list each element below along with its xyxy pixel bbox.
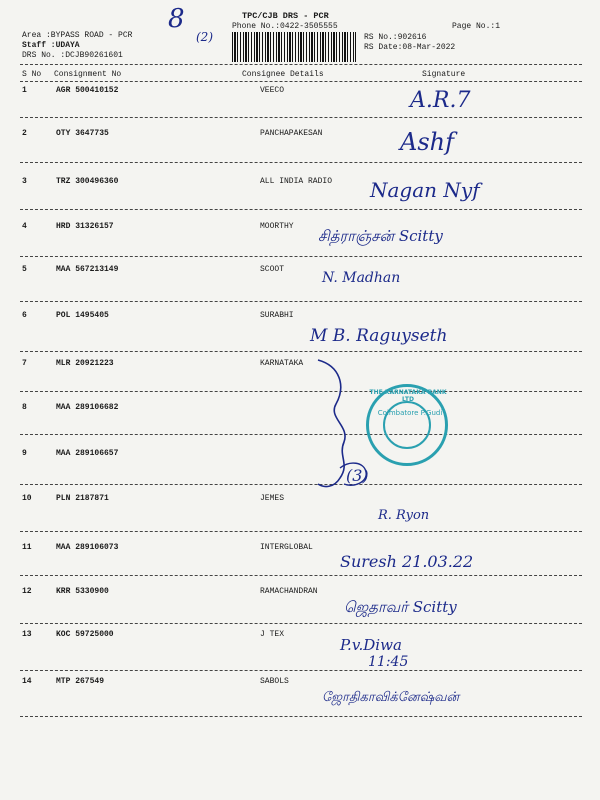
- row-consignment: PLN 2187871: [56, 494, 109, 503]
- row-signature: P.v.Diwa: [340, 636, 402, 654]
- row-consignee: SABOLS: [260, 677, 289, 686]
- extra-signature-time: 11:45: [368, 654, 409, 670]
- staff-label: Staff :UDAYA: [22, 41, 80, 50]
- row-consignee: PANCHAPAKESAN: [260, 129, 323, 138]
- row-sno: 7: [22, 359, 27, 368]
- col-header-signature: Signature: [422, 70, 466, 79]
- row-consignment: KRR 5330900: [56, 587, 109, 596]
- row-divider: [20, 484, 582, 485]
- row-consignment: MTP 267549: [56, 677, 105, 686]
- row-divider: [20, 391, 582, 392]
- row-divider: [20, 351, 582, 352]
- row-signature: (3): [346, 466, 369, 485]
- handwritten-mark: 8: [168, 4, 185, 34]
- row-consignment: MLR 20921223: [56, 359, 114, 368]
- rs-number: RS No.:902616: [364, 33, 427, 42]
- row-consignee: RAMACHANDRAN: [260, 587, 318, 596]
- row-divider: [20, 623, 582, 624]
- page-number: Page No.:1: [452, 22, 501, 31]
- row-divider: [20, 162, 582, 163]
- rs-date: RS Date:08-Mar-2022: [364, 43, 456, 52]
- row-sno: 5: [22, 265, 27, 274]
- row-consignment: HRD 31326157: [56, 222, 114, 231]
- row-consignment: MAA 289106682: [56, 403, 119, 412]
- handwritten-sub: (2): [196, 30, 213, 44]
- row-consignee: INTERGLOBAL: [260, 543, 313, 552]
- col-header-consignee: Consignee Details: [242, 70, 324, 79]
- row-signature: Suresh 21.03.22: [340, 552, 474, 571]
- row-consignment: KOC 59725000: [56, 630, 114, 639]
- column-header-divider: [20, 81, 582, 82]
- row-consignment: POL 1495405: [56, 311, 109, 320]
- row-sno: 6: [22, 311, 27, 320]
- col-header-sno: S No: [22, 70, 42, 79]
- row-sno: 8: [22, 403, 27, 412]
- row-signature: Nagan Nyf: [370, 178, 480, 202]
- row-consignee: J TEX: [260, 630, 285, 639]
- row-divider: [20, 531, 582, 532]
- row-consignment: MAA 289106657: [56, 449, 119, 458]
- row-sno: 11: [22, 543, 32, 552]
- row-divider: [20, 434, 582, 435]
- row-consignee: KARNATAKA: [260, 359, 304, 368]
- row-divider: [20, 117, 582, 118]
- row-signature: Ashf: [400, 128, 454, 156]
- row-signature: N. Madhan: [322, 270, 401, 286]
- row-consignment: TRZ 300496360: [56, 177, 119, 186]
- phone-number: Phone No.:0422-3505555: [232, 22, 338, 31]
- row-consignee: VEECO: [260, 86, 285, 95]
- row-signature: R. Ryon: [378, 508, 430, 523]
- row-sno: 12: [22, 587, 32, 596]
- area-label: Area :BYPASS ROAD - PCR: [22, 31, 133, 40]
- row-consignment: OTY 3647735: [56, 129, 109, 138]
- row-consignment: MAA 289106073: [56, 543, 119, 552]
- row-signature: M B. Raguyseth: [310, 326, 448, 346]
- row-consignment: AGR 500410152: [56, 86, 119, 95]
- row-sno: 3: [22, 177, 27, 186]
- header-divider: [20, 64, 582, 65]
- row-sno: 1: [22, 86, 27, 95]
- row-sno: 2: [22, 129, 27, 138]
- row-signature: சித்ராஞ்சன் Scitty: [318, 227, 443, 245]
- row-sno: 13: [22, 630, 32, 639]
- row-sno: 4: [22, 222, 27, 231]
- row-signature: ஜெதாவர் Scitty: [344, 598, 457, 616]
- row-consignee: MOORTHY: [260, 222, 294, 231]
- row-sno: 14: [22, 677, 32, 686]
- row-divider: [20, 716, 582, 717]
- row-divider: [20, 256, 582, 257]
- row-divider: [20, 670, 582, 671]
- bank-stamp: [366, 384, 448, 466]
- row-consignment: MAA 567213149: [56, 265, 119, 274]
- stamp-ring-text: THE KARNATAKA BANK LTD: [369, 389, 447, 403]
- drs-number: DRS No. :DCJB90261601: [22, 51, 123, 60]
- row-divider: [20, 575, 582, 576]
- row-signature: ஜோதிகாவிக்னேஷ்வன்: [322, 690, 460, 705]
- row-consignee: SCOOT: [260, 265, 285, 274]
- row-sno: 9: [22, 449, 27, 458]
- row-divider: [20, 301, 582, 302]
- row-consignee: JEMES: [260, 494, 285, 503]
- document-title: TPC/CJB DRS - PCR: [242, 11, 329, 21]
- row-divider: [20, 209, 582, 210]
- col-header-consignment: Consignment No: [54, 70, 122, 79]
- row-consignee: SURABHI: [260, 311, 294, 320]
- row-sno: 10: [22, 494, 32, 503]
- row-consignee: ALL INDIA RADIO: [260, 177, 333, 186]
- stamp-center-text: Coimbatore P.Gudi: [377, 409, 443, 417]
- row-signature: A.R.7: [410, 88, 471, 113]
- barcode-image: [232, 32, 356, 62]
